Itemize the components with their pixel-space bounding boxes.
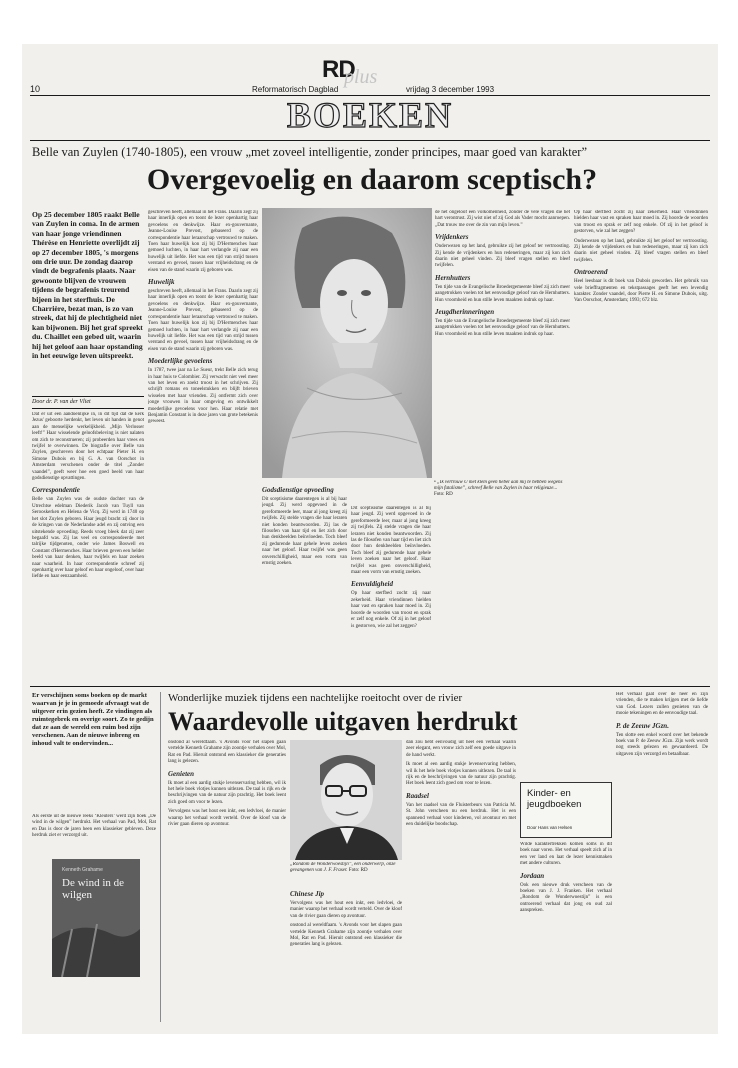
logo-rd: RD	[322, 56, 355, 83]
portrait-illustration	[262, 208, 432, 478]
article2-col2b-text: Vervolgens was het hout een inkt, een ledvloei, de manier waarop het verhaal wordt verteld. Over de kloof van de rivier gaan dieren op avontuur.	[290, 901, 402, 919]
series-box	[520, 782, 612, 838]
series-box-author: Door Hans van Helsen	[527, 825, 573, 830]
article2-col4	[520, 842, 612, 1022]
book-cover	[52, 859, 140, 977]
article1-col4-subhead1: Vrijdenkers	[435, 233, 469, 242]
article1-col5b-text: Heel leesbaar is dit boek van Dubois geworden. Het gebruik van vele brieffragmenten en tekstpassages geeft het een levendig karakter. Zonder vaandel, door Pierre H. en Simone Dubois, uitg. Van Oorschot, Amsterdam; 1993; 672 blz.	[574, 279, 708, 304]
article2-col4c-text: Ook een nieuwe druk verscheen van de boeken van J. J. Franken. Het verhaal „Rondom de Wonderwoestijn” is een ontroerend verhaal dat jong en oud zal aanspreken.	[520, 882, 612, 914]
article2-col2c-text: onstond al wereldfaam. 's Avonds voor het slapen gaan vertelde Kenneth Grahame zijn zoontje verhalen over Mol, Rat en Pad. Hieruit ontstond een klassieker die generaties lang is gelezen.	[290, 923, 402, 948]
book-cover-author: Kenneth Grahame	[62, 867, 103, 873]
article1-col5	[574, 210, 708, 682]
logo-plus: plus	[344, 66, 378, 88]
article1-col2-subhead2: Moederlijke gevoelens	[148, 357, 213, 366]
article2-col2	[290, 886, 402, 1022]
article2-left-intro: Er verschijnen soms boeken op de markt waarvan je je in gemoede afvraagt wat de uitgever erin gezien heeft. Ze vindingen als ruimtegebrek en overige soort. Zo te gedijn dat ze aan de wereld een ruim bod zijn verschenen. Aan de nieuwe inbreng en inhoud valt te ondervinden...	[32, 692, 154, 747]
portrait-caption-text: • „Ik vertrouw U met klem geen hebel aan mij te hebben wegens mijn fatalisme”, schreef Belle van Zuylen in haar religieuze...	[434, 480, 563, 491]
article1-col5-text: Op haar sterfbed zocht zij naar zekerheid. Haar vriendinnen hielden haar vast en spraken haar moed in. Zij hoorde de woorden van troost en sprak er zelf nog enkele. Of zij in het geloof is gestorven, wie zal het zeggen?	[574, 210, 708, 235]
masthead-logo	[322, 56, 404, 88]
article1-author: Door dr. P. van der Vliet	[32, 399, 91, 405]
article2-headline: Waardevolle uitgaven herdrukt	[168, 707, 518, 736]
paper-name: Reformatorisch Dagblad	[252, 85, 339, 94]
article1-col3-subhead: Godsdienstige opvoeding	[262, 486, 334, 494]
author-photo-credit: Foto: RD	[348, 868, 368, 873]
article1-col2-text: geschreven heeft, allemaal in het Frans. Daarin zegt zij haar innerlijk open en toont de lezer openhartig haar gevoelens en denkwijze. Haar ex-gouvernante, Jeanne-Louise Prevost, gebaseerd op de correspondentie haar leraarschap vertrouwd te maken. Toen haar huwelijk kon zij bij D'Hermenches haar gemoed luchten, in haar hart verlangde zij naar een huwelijk uit liefde. Het was een tijd van strijd tussen verstand en gevoel, tussen haar vrijheidsdrang en de eisen van de stand waarin zij geboren was.	[148, 210, 258, 273]
article2-col1	[168, 740, 286, 1022]
article2-col4b-text: Wilde karaktertrekken komen soms in dit boek naar voren. Het verhaal speelt zich af in een ver land en laat de lezer kennismaken met andere culturen.	[520, 842, 612, 867]
article2-kicker: Wonderlijke muziek tijdens een nachtelijke roeitocht over de rivier	[168, 692, 463, 704]
article1-col3b	[351, 506, 431, 682]
article1-col2b-text: In 1787, twee jaar na Le Sueur, trekt Belle zich terug in haar huis te Colombier. Zij verwacht niet veel meer van het leven en zoekt troost in het schrijven. Zij schrijft romans en toneelstukken en blijft brieven wisselen met haar vrienden. Zij ontfermt zich over jonge vrouwen in haar omgeving en ontwikkelt moederlijke gevoelens voor hen. Haar relatie met Benjamin Constant is in deze jaren van grote betekenis geweest.	[148, 368, 258, 425]
portrait-photo	[262, 208, 432, 478]
article2-col1-subhead: Genieten	[168, 769, 195, 778]
article2-col3-subhead: Raadsel	[406, 791, 429, 800]
article2-col5b-text: Ten slotte een enkel woord over het bekende boek van P. de Zeeuw JGzn. Zijn werk wordt nog steeds gelezen en gewaardeerd. De uitgaven zijn verzorgd en betaalbaar.	[616, 732, 708, 757]
article-separator	[30, 686, 710, 687]
article2-col3-text: dan zou hebt eenvoudig uit heel een verhaal waarin zeer elegant, een vrouw zich zelf een goede uitgave in de hand werkt.	[406, 740, 516, 758]
article1-col4-subhead2: Hernhutters	[435, 273, 471, 282]
article2-col1-text: onstond al wereldfaam. 's Avonds voor het slapen gaan vertelde Kenneth Grahame zijn zoontje verhalen over Mol, Rat en Pad. Hieruit ontstond een klassieker die generaties lang is gelezen.	[168, 740, 286, 765]
author-photo	[290, 740, 402, 860]
article2-left-body-text: Als eerste uit de nieuwe reeks ‘Kleuters’ werd zijn boek „De wind in de wilgen” herdrukt. Het verhaal van Pad, Mol, Rat en Das is door de jaren heen een klassieker gebleven. Deze herdruk ziet er verzorgd uit.	[32, 814, 156, 839]
article1-headline: Overgevoelig en daarom sceptisch?	[146, 163, 598, 196]
author-photo-illustration	[290, 740, 402, 860]
section-rule	[30, 140, 710, 141]
article1-col1b-text: Belle van Zuylen was de oudste dochter van de Utrechtse edelman Diederik Jacob van Tuyll van Serooskerken en Helena de Vicq. Zij werd in 1740 op het slot Zuylen geboren. Haar jeugd bracht zij door in de kringen van de Nederlandse adel en zij ontving een uitstekende opvoeding. Reeds vroeg bleek dat zij zeer begaafd was. Zij las veel en correspondeerde met talrijke tijdgenoten, onder wie James Boswell en Constant d'Hermenches. Haar brieven geven een helder beeld van haar denken, haar twijfels en haar zoeken naar waarheid. In haar correspondentie schreef zij openhartig over haar geloof en haar ongeloof, over haar liefde en haar eenzaamheid.	[32, 497, 144, 580]
article2-col3-text2: Ik moet al een aardig stukje levenservaring hebben, wil ik het hele boek vlotjes kunnen uitlezen. De taal is rijk en de beschrijvingen van de natuur zijn prachtig. Het boek leent zich goed om voor te lezen.	[406, 762, 516, 787]
author-photo-caption-text: „Rondom de Wonderwoestijn”, een onderwerp, onze gevangenen van J. F. Fraser.	[290, 862, 396, 873]
article1-col4	[435, 210, 570, 682]
author-rule-bottom	[32, 408, 144, 409]
article1-col5-text2: Onderwezen op het land, gebruikte zij het geloof ter vertroosting. Zij kende de vrijdenkers en hun redeneringen, maar zij kon zich daarin niet geheel vinden. Zij bleef vragen stellen en bleef twijfelen.	[574, 238, 708, 263]
article2-col1b-text: Ik moet al een aardig stukje levenservaring hebben, wil ik het hele boek vlotjes kunnen uitlezen. De taal is rijk en de beschrijvingen van de natuur zijn prachtig. Het boek leent zich goed om voor te lezen.	[168, 780, 286, 805]
series-box-title: Kinder- en jeugdboeken	[527, 788, 582, 810]
article1-col1	[32, 412, 144, 682]
article1-col1-subhead: Correspondentie	[32, 486, 80, 495]
article1-col3b-text2: Op haar sterfbed zocht zij naar zekerheid. Haar vriendinnen hielden haar vast en spraken haar moed in. Zij hoorde de woorden van troost en sprak er zelf nog enkele. Of zij in het geloof is gestorven, wie zal het zeggen?	[351, 591, 431, 629]
article1-col5-subhead: Ontroerend	[574, 268, 608, 277]
portrait-photo-credit: Foto: RD	[434, 492, 453, 497]
article2-col4-subhead: Jordaan	[520, 871, 545, 880]
article1-col4d-text: Ten tijde van de Evangelische Broedergemeente bleef zij zich meer aangetrokken voelen tot het eenvoudige geloof van de Hernhutters. Hun vroomheid en hun stille leven maakten indruk op haar.	[435, 319, 570, 337]
article1-col3-text: Dit sceptisisme daarentegen is al bij haar jeugd. Zij werd opgevoed in de gereformeerde leer, maar al jong kreeg zij twijfels. Zij stelde vragen die haar leraren niet konden beantwoorden. Zij las de filosofen van haar tijd en liet zich door hun denkbeelden beïnvloeden. Toch bleef zij gedurende haar gehele leven zoeken naar het geloof. Haar twijfel was geen onverschilligheid, maar een vorm van ernstig zoeken.	[262, 497, 347, 567]
article1-col4b-text: Onderwezen op het land, gebruikte zij het geloof ter vertroosting. Zij kende de vrijdenkers en hun redeneringen, maar zij kon zich daarin niet geheel vinden. Zij bleef vragen stellen en bleef twijfelen.	[435, 244, 570, 269]
article2-left-body	[32, 814, 156, 856]
article2-left-divider	[160, 692, 161, 1022]
article1-intro: Op 25 december 1805 raakt Belle van Zuylen in coma. In de armen van haar jonge vriendinnen Thérèse en Henriette overlijdt zij op 27 december 1805, 's morgens om drie uur. De zondag daarop vindt de begrafenis plaats. Naar gewoonte blijven de vrouwen tijdens de begrafenis treurend bijeen in het sterfhuis. De Charrière, bezat man, is zo van streek, dat hij de plechtigheid niet kan bijwonen. Bij het graf spreekt du. Chaillet een gebed uit, waarin hij het geloof aan haar opstanding in het eeuwige leven uitspreekt.	[32, 210, 143, 361]
article1-col4-text: de het ongeloof een volkomenheid, zonder de vele vragen die het hart verontrust. Zij wist niet of zij God als Vader mocht aanroepen. „Dat trouw me over de zin van mijn leven.”	[435, 210, 570, 228]
article1-col4c-text: Ten tijde van de Evangelische Broedergemeente bleef zij zich meer aangetrokken voelen tot het eenvoudige geloof van de Hernhutters. Hun vroomheid en hun stille leven maakten indruk op haar.	[435, 284, 570, 303]
article1-col1-text: Dat er uit een aandoenlijke in, in dit tijd dat de kerk Jezus' geboorte herdenkt, het leven uit handen in genot aan de menselijke werkelijkheid. „Mijn Verlosser leeft!” Haar wisselende geloofsbeleving is niet nalaten om zich te reconstrueren; zij probeerden haar vrees en twijfel te overwinnen. De biografie over Belle van Zuylen, geschreven door het echtpaar Pieter H. en Simone Dubois en bij G. A. van Oorschot in Amsterdam verschenen onder de titel „Zonder vaandel”, geeft weer hoe een goed beeld van haar godsdienstige opvattingen.	[32, 412, 144, 482]
issue-date: vrijdag 3 december 1993	[406, 85, 495, 94]
page-number: 10	[30, 84, 41, 94]
article1-col3b-subhead: Eenvuldigheid	[351, 580, 394, 589]
article2-col3	[406, 740, 516, 1022]
article1-col4-subhead3: Jeugdherinneringen	[435, 308, 495, 317]
book-cover-art	[52, 859, 140, 977]
article2-col5	[616, 692, 708, 1022]
article2-col5-subhead: P. de Zeeuw JGzn.	[616, 721, 669, 730]
article1-col3b-text: Dit sceptisisme daarentegen is al bij haar jeugd. Zij werd opgevoed in de gereformeerde leer, maar al jong kreeg zij twijfels. Zij stelde vragen die haar leraren niet konden beantwoorden. Zij las de filosofen van haar tijd en liet zich door hun denkbeelden beïnvloeden. Toch bleef zij gedurende haar gehele leven zoeken naar het geloof. Haar twijfel was geen onverschilligheid, maar een vorm van ernstig zoeken.	[351, 506, 431, 576]
article1-col3	[262, 482, 347, 682]
article1-kicker: Belle van Zuylen (1740-1805), een vrouw „met zoveel intelligentie, zonder principes, maar goed van karakter”	[32, 145, 587, 159]
article2-col5-text: Het verhaal gaat over de heer en zijn vrienden, die te maken krijgen met de liefde van God. Lezers zullen genieten van de mooie tekeningen en de eenvoudige taal.	[616, 692, 708, 717]
article1-col2	[148, 210, 258, 682]
article1-col2-text2: geschreven heeft, allemaal in het Frans. Daarin zegt zij haar innerlijk open en toont de lezer openhartig haar gevoelens en denkwijze. Haar ex-gouvernante, Jeanne-Louise Prevost, gebaseerd op de correspondentie haar leraarschap vertrouwd te maken. Toen haar huwelijk kon zij bij D'Hermenches haar gemoed luchten, in haar hart verlangde zij naar een huwelijk uit liefde. Het was een tijd van strijd tussen verstand en gevoel, tussen haar vrijheidsdrang en de eisen van de stand waarin zij geboren was.	[148, 289, 258, 352]
article2-col3b-text: Van het raadsel van de Fluisterbeurs van Patricia M. St. John verscheen nu een herdruk. Het is een spannend verhaal voor kinderen, vol avontuur en met een duidelijke boodschap.	[406, 802, 516, 828]
author-rule-top	[32, 396, 144, 397]
newspaper-page	[22, 44, 718, 1034]
article2-col2-subhead: Chinese Jip	[290, 890, 325, 898]
section-title: BOEKEN	[286, 95, 454, 135]
book-cover-title: De wind in de wilgen	[62, 877, 125, 901]
article2-col1c-text: Vervolgens was het hout een inkt, een ledvloei, de manier waarop het verhaal wordt verteld. Over de kloof van de rivier gaan dieren op avontuur.	[168, 809, 286, 828]
article1-col2-subhead1: Huwelijk	[148, 278, 175, 287]
author-photo-caption	[290, 862, 402, 882]
